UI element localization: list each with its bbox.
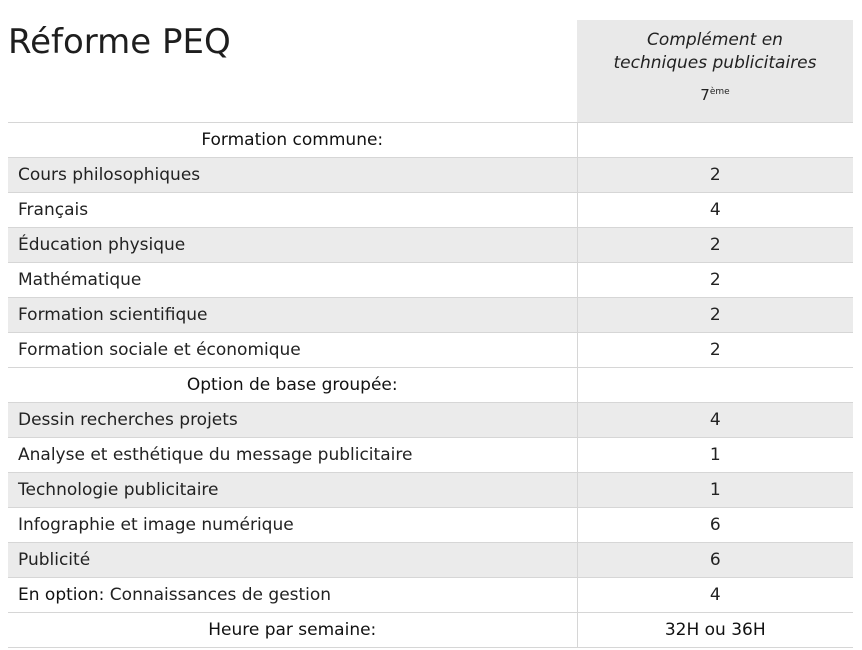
subject-cell: Mathématique (8, 263, 577, 298)
subject-cell: Technologie publicitaire (8, 473, 577, 508)
program-name-line1: Complément en (647, 30, 783, 50)
program-header-cell (577, 20, 853, 123)
program-name-line2: techniques publicitaires (613, 53, 817, 73)
table-row (8, 193, 853, 228)
subject-cell: Français (8, 193, 577, 228)
subject-cell: Publicité (8, 543, 577, 578)
hours-cell: 6 (577, 508, 853, 543)
year-label (577, 83, 853, 104)
table-row (8, 158, 853, 193)
subject-cell: Éducation physique (8, 228, 577, 263)
table-row (8, 333, 853, 368)
optional-hours-cell: 4 (577, 578, 853, 613)
hours-cell: 1 (577, 438, 853, 473)
table-row (8, 263, 853, 298)
subject-cell: Formation sociale et économique (8, 333, 577, 368)
optional-row (8, 578, 853, 613)
hours-cell: 2 (577, 263, 853, 298)
section-hours-empty (577, 123, 853, 158)
curriculum-table (8, 20, 853, 648)
hours-cell: 2 (577, 298, 853, 333)
year-number: 7 (700, 86, 710, 104)
hours-cell: 1 (577, 473, 853, 508)
total-row (8, 613, 853, 648)
table-row (8, 438, 853, 473)
page-title: Réforme PEQ (8, 22, 231, 62)
table-row (8, 403, 853, 438)
section-label-common: Formation commune: (8, 123, 577, 158)
optional-subject-cell (8, 578, 577, 613)
subject-cell: Infographie et image numérique (8, 508, 577, 543)
section-row-common (8, 123, 853, 158)
hours-cell: 2 (577, 228, 853, 263)
hours-cell: 2 (577, 333, 853, 368)
table-row (8, 508, 853, 543)
table-row (8, 228, 853, 263)
optional-subject: Connaissances de gestion (104, 585, 332, 605)
optional-prefix: En option: (18, 585, 105, 605)
table-row (8, 543, 853, 578)
table-row (8, 473, 853, 508)
section-hours-empty (577, 368, 853, 403)
subject-cell: Dessin recherches projets (8, 403, 577, 438)
subject-cell: Formation scientifique (8, 298, 577, 333)
hours-cell: 2 (577, 158, 853, 193)
section-label-option: Option de base groupée: (8, 368, 577, 403)
hours-cell: 4 (577, 193, 853, 228)
total-label: Heure par semaine: (8, 613, 577, 648)
table-row (8, 298, 853, 333)
hours-cell: 6 (577, 543, 853, 578)
subject-cell: Analyse et esthétique du message publicitaire (8, 438, 577, 473)
year-suffix: ème (709, 87, 730, 97)
total-value: 32H ou 36H (577, 613, 853, 648)
section-row-option (8, 368, 853, 403)
hours-cell: 4 (577, 403, 853, 438)
subject-cell: Cours philosophiques (8, 158, 577, 193)
